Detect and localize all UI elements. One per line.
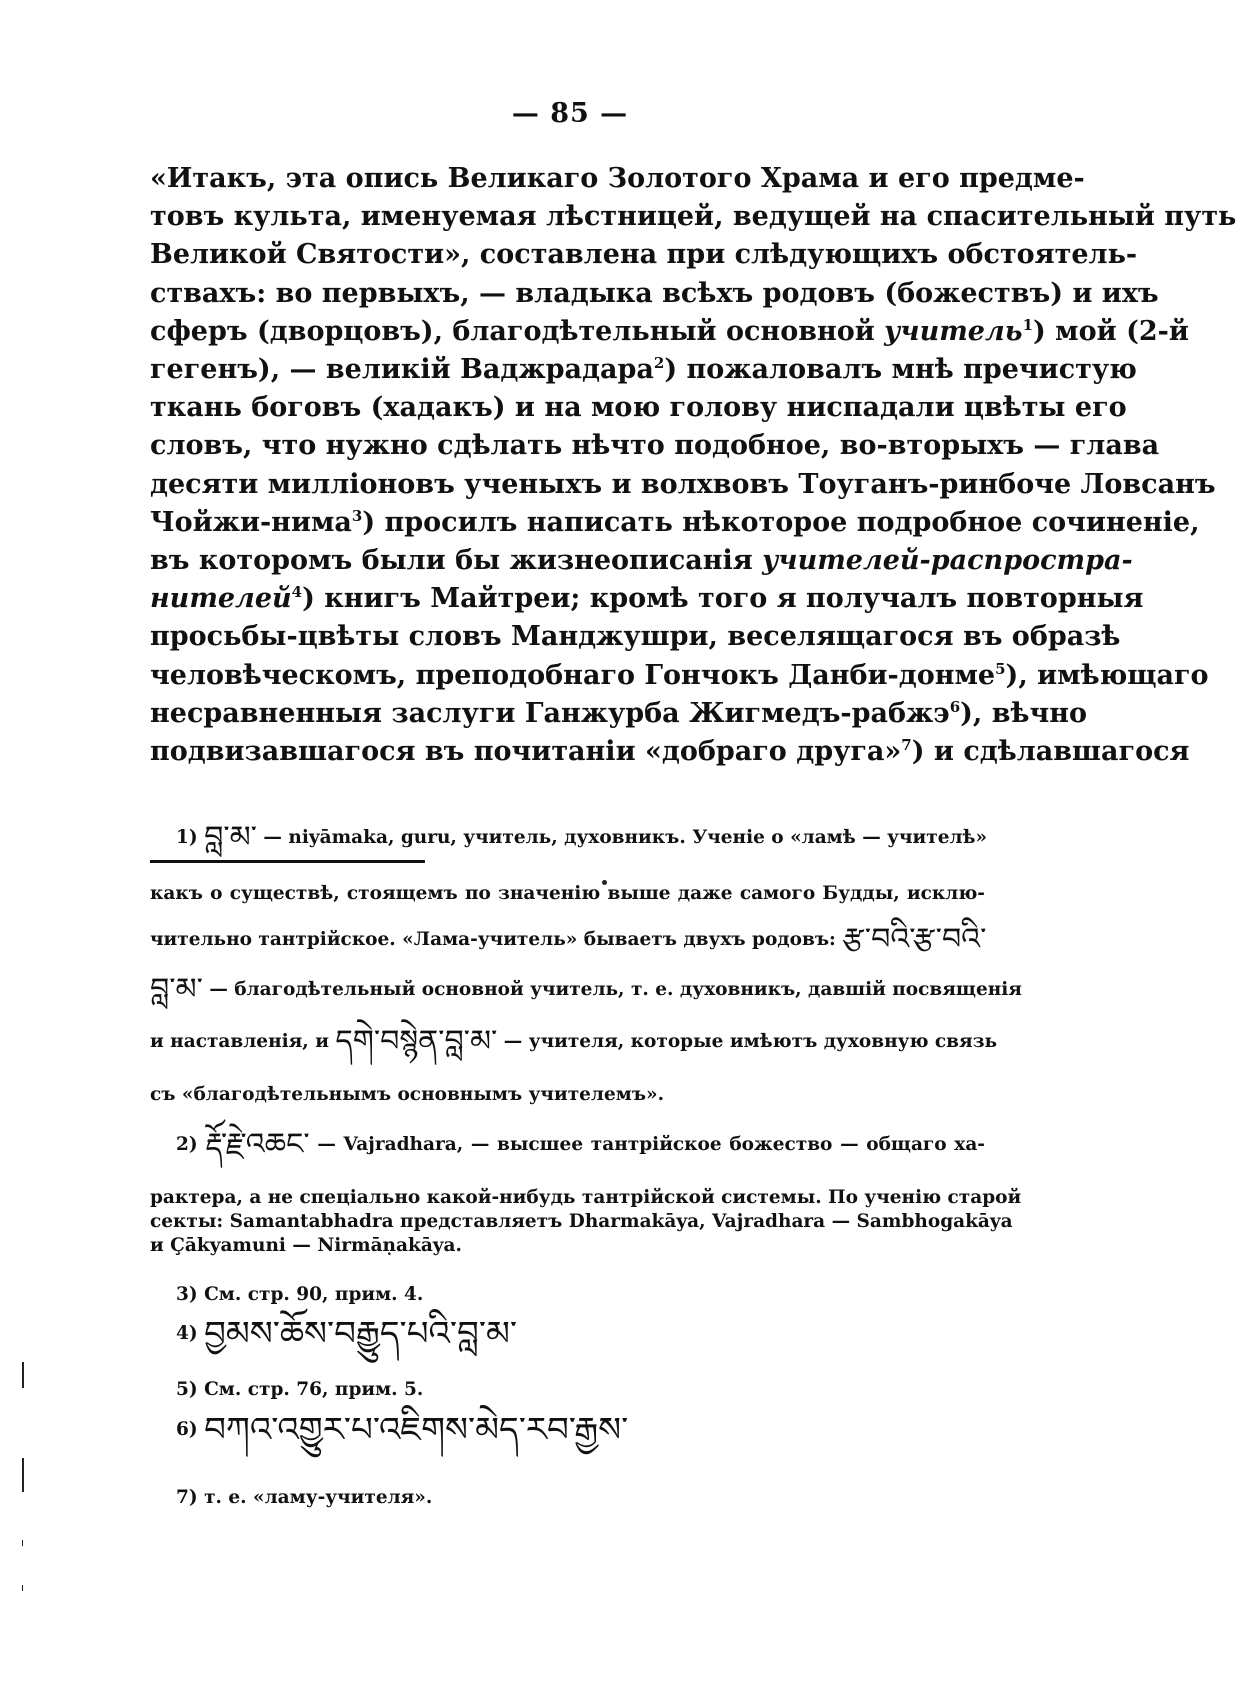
- footnote-text: — Vajradhara, — высшее тантрійское божество — общаго ха-: [309, 1134, 985, 1155]
- footnote-number: 6): [176, 1419, 198, 1440]
- text-segment: просьбы-цвѣты словъ Манджушри, веселящагося въ образѣ: [150, 621, 1121, 653]
- footnote-1-cont: [150, 882, 985, 906]
- text-segment: ) просилъ написать нѣкоторое подробное сочиненіе,: [362, 506, 1200, 538]
- tibetan-term: རྡོ་རྗེ་འཆང་: [205, 1127, 310, 1162]
- footnote-number: 2): [176, 1134, 198, 1155]
- footnote-ref: 3: [351, 506, 363, 525]
- tibetan-term: བཀའ་འགྱུར་པ་འཇིགས་མེད་རབ་རྒྱས་: [204, 1410, 629, 1450]
- text-line: [150, 389, 1127, 427]
- text-segment: ) пожаловалъ мнѣ пречистую: [664, 354, 1137, 386]
- text-line: [150, 580, 1144, 618]
- text-segment: Чойжи-нима: [150, 506, 352, 538]
- footnote-ref: 1: [1022, 315, 1033, 334]
- footnote-2-line-4: и Çākyamuni — Nirmāṇakāya.: [150, 1235, 462, 1256]
- footnote-1-line-6: съ «благодѣтельнымъ основнымъ учителемъ».: [150, 1084, 665, 1105]
- footnote-1-line-3: [150, 922, 987, 957]
- text-segment: десяти милліоновъ ученыхъ и волхвовъ Тоуганъ-ринбоче Ловсанъ: [150, 468, 1216, 500]
- text-line: [150, 427, 1160, 465]
- tibetan-term: བླ་མ་: [150, 972, 203, 1007]
- footnote-number: 1): [176, 827, 198, 848]
- text-line: [150, 695, 1088, 733]
- footnote-5: [176, 1378, 423, 1402]
- footnote-ref: 2: [653, 354, 665, 373]
- text-segment: ) и сдѣлавшагося: [911, 736, 1190, 768]
- footnote-5-text: 5) См. стр. 76, прим. 5.: [176, 1379, 424, 1400]
- footnote-2-cont: [150, 1186, 1022, 1258]
- footnote-1-cont-4: [150, 1024, 998, 1059]
- footnote-2-line-1: [150, 1127, 985, 1162]
- italic-term: учителей-распростра-: [762, 545, 1133, 577]
- italic-term: учитель: [884, 315, 1023, 347]
- footnote-7: [176, 1486, 432, 1510]
- scan-margin-mark: [22, 1362, 24, 1388]
- text-segment: товъ культа, именуемая лѣстницей, ведущей на спасительный путь: [150, 201, 1236, 233]
- footnote-6-line: [176, 1410, 629, 1450]
- footnote-3-text: 3) См. стр. 90, прим. 4.: [176, 1284, 424, 1305]
- text-line: [150, 618, 1121, 656]
- footnote-text: — благодѣтельный основной учитель, т. е. духовникъ, давшій посвященія: [202, 979, 1022, 1000]
- text-line: [150, 160, 1085, 198]
- text-segment: гегенъ), — великій Ваджрадара: [150, 354, 654, 386]
- footnote-ref: 5: [995, 659, 1006, 678]
- footnote-1-line-5: [150, 1024, 998, 1059]
- text-line: [150, 504, 1200, 542]
- footnote-ref: 6: [949, 697, 961, 716]
- text-line: [150, 236, 1138, 274]
- text-segment: словъ, что нужно сдѣлать нѣчто подобное, во-вторыхъ — глава: [150, 430, 1160, 462]
- footnote-1-cont-3: [150, 972, 1022, 1007]
- footnote-ref: 7: [901, 736, 912, 755]
- text-line: [150, 351, 1137, 389]
- footnote-4: [176, 1314, 517, 1354]
- text-segment: «Итакъ, эта опись Великаго Золотого Храма и его предме-: [150, 163, 1085, 194]
- text-segment: въ которомъ были бы жизнеописанія: [150, 545, 763, 577]
- footnote-1-line-4: [150, 972, 1022, 1007]
- footnote-number: 4): [176, 1323, 198, 1344]
- footnote-2: [150, 1127, 985, 1162]
- text-line: [150, 657, 1209, 695]
- scan-margin-mark: [22, 1585, 23, 1591]
- text-segment: человѣческомъ, преподобнаго Гончокъ Данби-донме: [150, 659, 996, 691]
- text-line: [150, 733, 1190, 771]
- text-segment: ) мой (2-й: [1033, 315, 1189, 347]
- scan-margin-mark: [22, 1458, 24, 1492]
- text-line: [150, 198, 1236, 236]
- text-segment: сферъ (дворцовъ), благодѣтельный основной: [150, 315, 885, 347]
- tibetan-term: བླ་མ་: [204, 820, 257, 855]
- text-segment: несравненныя заслуги Ганжурба Жигмедъ-рабжэ: [150, 697, 950, 729]
- text-segment: ) книгъ Майтреи; кромѣ того я получалъ повторныя: [302, 583, 1144, 615]
- footnote-1-line-2: какъ о существѣ, стоящемъ по значенію выше даже самого Будды, исклю-: [150, 883, 985, 904]
- tibetan-term: རྩ་བའི་རྩ་བའི་: [842, 922, 987, 957]
- tibetan-term: བྱམས་ཆོས་བརྒྱུད་པའི་བླ་མ་: [204, 1314, 517, 1354]
- tibetan-term: དགེ་བསྙེན་བླ་མ་: [335, 1024, 498, 1059]
- text-segment: Великой Святости», составлена при слѣдующихъ обстоятель-: [150, 239, 1138, 271]
- footnote-1-line-1: [150, 820, 988, 855]
- footnote-2-line-2: рактера, а не спеціально какой-нибудь тантрійской системы. По ученію старой: [150, 1187, 1022, 1208]
- italic-term: нителей: [150, 583, 292, 615]
- footnote-6: [176, 1410, 629, 1450]
- footnote-text: чительно тантрійское. «Лама-учитель» бываетъ двухъ родовъ:: [150, 929, 836, 950]
- footnote-2-line-3: секты: Samantabhadra представляетъ Dharmakāya, Vajradhara — Sambhogakāya: [150, 1211, 1013, 1232]
- text-segment: ), вѣчно: [960, 697, 1088, 729]
- footnote-divider: [150, 860, 425, 863]
- text-line: [150, 313, 1189, 351]
- text-segment: ствахъ: во первыхъ, — владыка всѣхъ родовъ (божествъ) и ихъ: [150, 277, 1159, 309]
- text-segment: подвизавшагося въ почитаніи «добраго друга»: [150, 736, 902, 768]
- footnote-1-cont-5: [150, 1083, 985, 1107]
- scan-margin-mark: [22, 1540, 23, 1546]
- page-number: — 85 —: [511, 98, 629, 129]
- main-text: [150, 160, 1236, 771]
- footnote-1: [150, 820, 988, 855]
- text-line: [150, 275, 1159, 313]
- text-segment: ), имѣющаго: [1005, 659, 1209, 691]
- footnote-7-text: 7) т. е. «ламу-учителя».: [176, 1487, 433, 1508]
- footnote-text: — учителя, которые имѣютъ духовную связь: [497, 1031, 998, 1052]
- text-line: [150, 466, 1216, 504]
- footnote-3: [176, 1283, 423, 1307]
- footnote-text: — niyāmaka, guru, учитель, духовникъ. Ученіе о «ламѣ — учителѣ»: [256, 827, 988, 848]
- text-line: [150, 542, 1133, 580]
- text-segment: ткань боговъ (хадакъ) и на мою голову ниспадали цвѣты его: [150, 392, 1127, 424]
- footnote-1-cont-2: [150, 922, 987, 957]
- footnote-ref: 4: [291, 583, 303, 602]
- footnote-text: и наставленія, и: [150, 1031, 329, 1052]
- footnote-4-line: [176, 1314, 517, 1354]
